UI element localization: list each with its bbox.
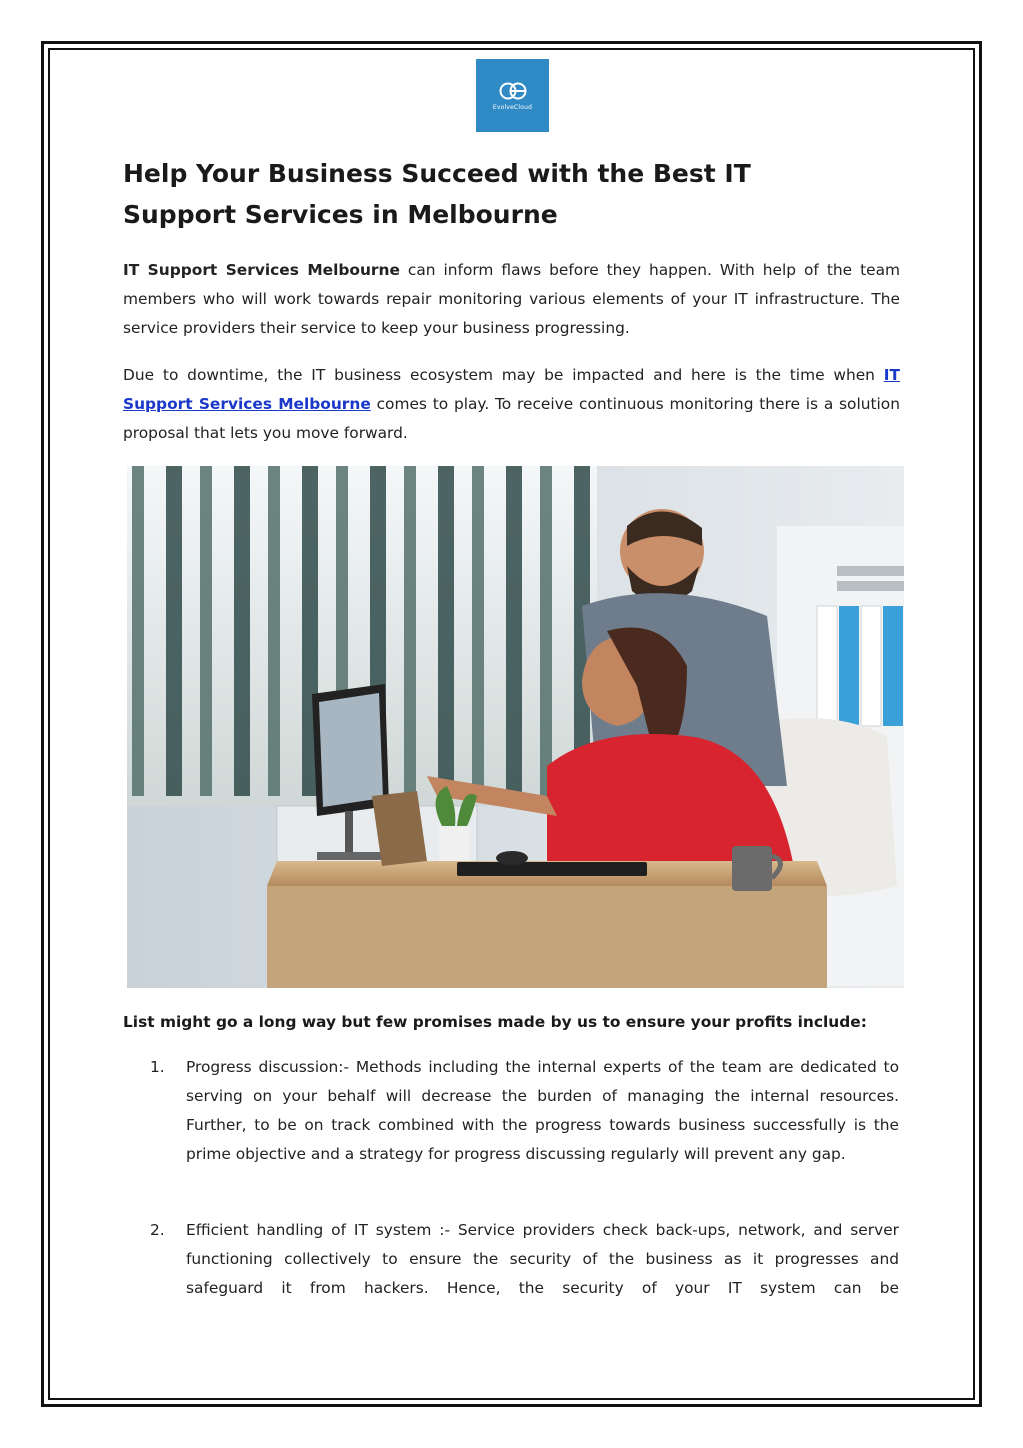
list-item-text: Efficient handling of IT system :- Service providers check back-ups, network, and server functioning collectively to ensure the security of the business as it progresses and safeguard it from hackers. Hence, the security of your IT system can be [186,1221,899,1297]
intro-paragraph [123,256,900,343]
list-heading: List might go a long way but few promises made by us to ensure your profits include: [123,1013,867,1031]
it-support-link[interactable]: IT Support Services Melbourne [123,366,900,413]
evolvecloud-logo [476,59,549,132]
logo-brand-text: EvolveCloud [492,103,533,111]
intro-bold-lead: IT Support Services Melbourne [123,261,400,279]
para2-before-link: Due to downtime, the IT business ecosystem may be impacted and here is the time when [123,366,884,384]
list-item-text: Progress discussion:- Methods including the internal experts of the team are dedicated to serving on your behalf will decrease the burden of managing the internal resources. Further, to be on track combined with the progress towards business successfully is the prime objective and a strategy for progress discussing regularly will prevent any gap. [186,1058,899,1163]
list-item-number: 1. [150,1058,165,1076]
page-title: Help Your Business Succeed with the Best IT Support Services in Melbourne [123,159,751,229]
downtime-paragraph [123,361,900,448]
evolvecloud-logo-icon [498,81,528,101]
intro-text: can inform flaws before they happen. With help of the team members who will work towards repair monitoring various elements of your IT infrastructure. The service providers their service to keep your business progressing. [123,261,900,337]
para2-after-link: comes to play. To receive continuous monitoring there is a solution proposal that lets you move forward. [123,395,900,442]
list-item-number: 2. [150,1221,165,1239]
office-it-support-photo [127,466,904,988]
